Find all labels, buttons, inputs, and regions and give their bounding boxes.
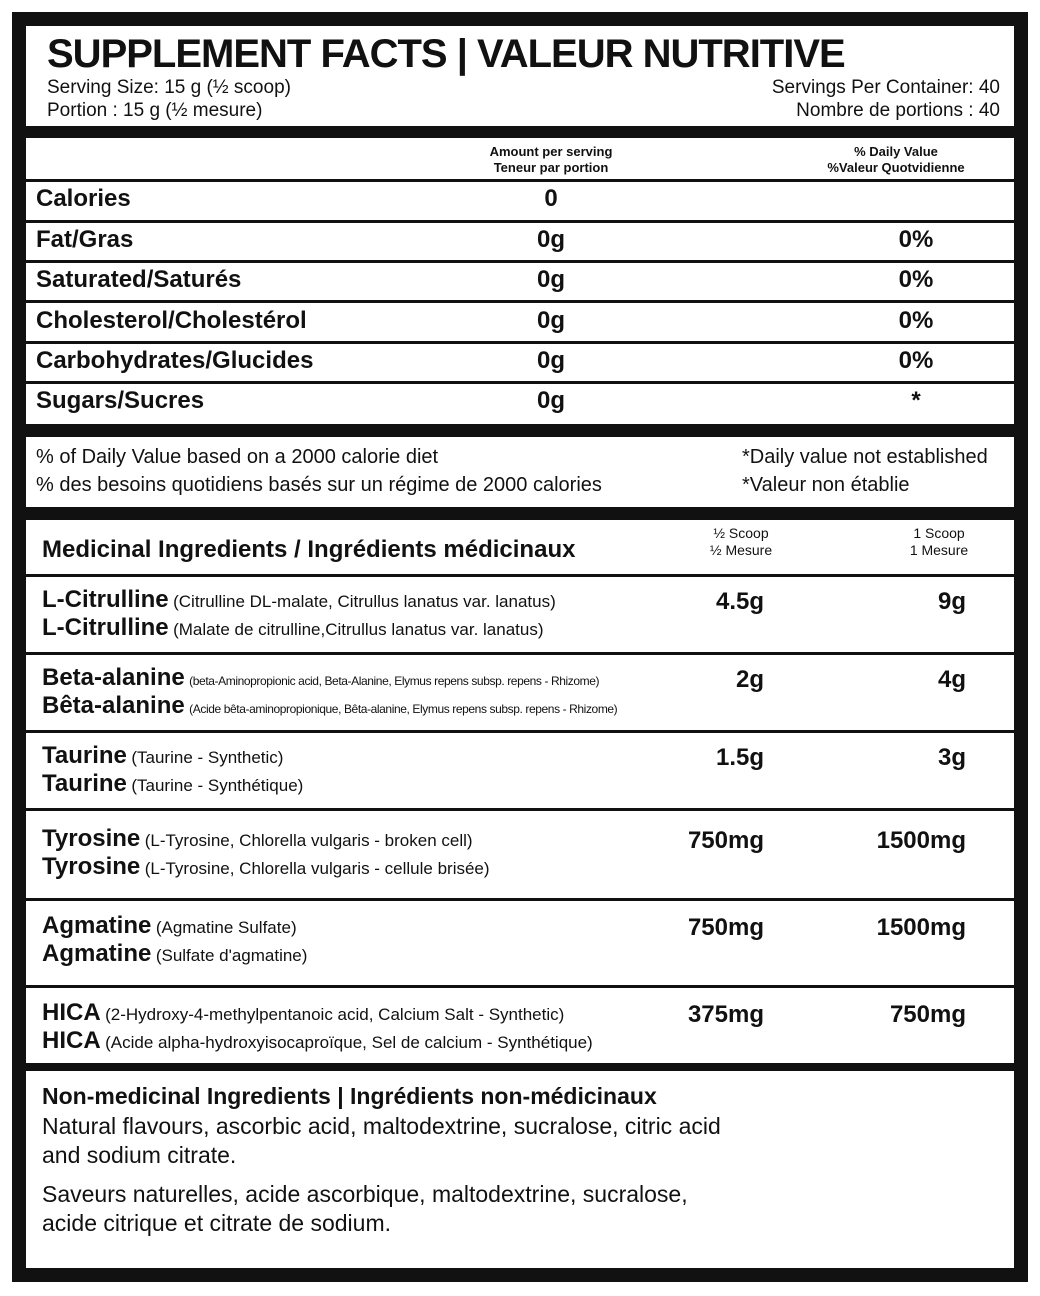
half-scoop-en: ½ Scoop — [713, 525, 769, 541]
ingredient-name: Tyrosine — [42, 825, 141, 852]
nutrient-name: Saturated/Saturés — [36, 266, 242, 293]
full-scoop-amount: 750mg — [889, 1001, 966, 1028]
ingredient-name: Agmatine — [42, 912, 152, 939]
half-scoop-amount: 375mg — [687, 1001, 764, 1028]
ingredient-detail: (Malate de citrulline,Citrullus lanatus var. lanatus) — [173, 620, 544, 639]
ingredient-fr — [42, 940, 307, 968]
ingredient-detail: (L-Tyrosine, Chlorella vulgaris - broken cell) — [144, 831, 473, 850]
ingredient-detail: (beta-Aminopropionic acid, Beta-Alanine, Elymus repens subsp. repens - Rhizome) — [189, 674, 600, 688]
half-scoop-fr: ½ Mesure — [709, 542, 773, 558]
ingredient-detail: (Citrulline DL-malate, Citrullus lanatus var. lanatus) — [173, 592, 556, 611]
non-medicinal-fr-line2: acide citrique et citrate de sodium. — [42, 1210, 392, 1236]
divider — [26, 341, 1014, 344]
not-established-en: *Daily value not established — [742, 446, 988, 468]
nutrient-amount: 0 — [544, 185, 558, 212]
divider — [26, 730, 1014, 733]
ingredient-name: Taurine — [42, 770, 127, 797]
ingredient-name: HICA — [42, 1027, 101, 1054]
ingredient-fr — [42, 770, 303, 798]
nutrient-amount: 0g — [536, 307, 565, 334]
non-medicinal-en-line1: Natural flavours, ascorbic acid, maltodextrine, sucralose, citric acid — [42, 1113, 721, 1139]
divider — [26, 179, 1014, 182]
ingredient-detail: (2-Hydroxy-4-methylpentanoic acid, Calcium Salt - Synthetic) — [105, 1005, 565, 1024]
full-scoop-amount: 4g — [937, 666, 966, 693]
ingredient-name: Bêta-alanine — [42, 692, 185, 719]
ingredient-detail: (Agmatine Sulfate) — [155, 918, 297, 937]
nutrient-name: Carbohydrates/Glucides — [36, 347, 314, 374]
ingredient-detail: (Taurine - Synthetic) — [131, 748, 284, 767]
half-scoop-amount: 1.5g — [715, 744, 764, 771]
ingredient-name: Beta-alanine — [42, 664, 185, 691]
divider — [26, 220, 1014, 223]
nutrient-dv: 0% — [898, 266, 934, 293]
divider — [26, 381, 1014, 384]
ingredient-name: L-Citrulline — [42, 586, 169, 613]
ingredient-name: HICA — [42, 999, 101, 1026]
nombre-portions: Nombre de portions : 40 — [796, 100, 1000, 121]
non-medicinal-fr-line1: Saveurs naturelles, acide ascorbique, maltodextrine, sucralose, — [42, 1181, 688, 1207]
amount-per-serving-header — [466, 144, 636, 176]
half-scoop-header — [686, 525, 796, 559]
ingredient-fr — [42, 853, 490, 881]
half-scoop-amount: 2g — [735, 666, 764, 693]
amount-header-fr: Teneur par portion — [493, 160, 609, 175]
full-scoop-amount: 3g — [937, 744, 966, 771]
full-scoop-amount: 1500mg — [876, 827, 966, 854]
nutrient-amount: 0g — [536, 226, 565, 253]
ingredient-detail: (Acide bêta-aminopropionique, Bêta-alanine, Elymus repens subsp. repens - Rhizome) — [189, 702, 618, 716]
label-title: SUPPLEMENT FACTS | VALEUR NUTRITIVE — [47, 32, 845, 76]
amount-header-en: Amount per serving — [489, 144, 613, 159]
ingredient-detail: (L-Tyrosine, Chlorella vulgaris - cellule brisée) — [144, 859, 490, 878]
medicinal-ingredients-panel — [26, 520, 1014, 1063]
ingredient-detail: (Acide alpha-hydroxyisocaproïque, Sel de calcium - Synthétique) — [105, 1033, 593, 1052]
half-scoop-amount: 4.5g — [715, 588, 764, 615]
daily-value-header — [816, 144, 976, 176]
ingredient-fr — [42, 1027, 593, 1055]
non-medicinal-title: Non-medicinal Ingredients | Ingrédients non-médicinaux — [42, 1083, 657, 1109]
ingredient-name: Taurine — [42, 742, 127, 769]
nutrient-name: Cholesterol/Cholestérol — [36, 307, 307, 334]
half-scoop-amount: 750mg — [687, 827, 764, 854]
nutrient-dv: 0% — [898, 307, 934, 334]
full-scoop-amount: 9g — [937, 588, 966, 615]
header-panel — [26, 26, 1014, 126]
divider — [26, 652, 1014, 655]
nutrient-amount: 0g — [536, 266, 565, 293]
nutrient-dv: * — [911, 387, 921, 414]
full-scoop-en: 1 Scoop — [913, 525, 965, 541]
half-scoop-amount: 750mg — [687, 914, 764, 941]
nutrition-panel — [26, 138, 1014, 424]
divider — [26, 985, 1014, 988]
ingredient-en — [42, 586, 556, 614]
ingredient-en — [42, 999, 564, 1027]
ingredient-en — [42, 912, 297, 940]
portion: Portion : 15 g (½ mesure) — [47, 100, 263, 121]
ingredient-detail: (Taurine - Synthétique) — [131, 776, 304, 795]
ingredient-name: Agmatine — [42, 940, 152, 967]
divider — [26, 300, 1014, 303]
divider — [26, 260, 1014, 263]
nutrient-amount: 0g — [536, 347, 565, 374]
nutrient-amount: 0g — [536, 387, 565, 414]
non-medicinal-ingredients-panel — [26, 1071, 1014, 1268]
nutrient-name: Calories — [36, 185, 131, 212]
ingredient-en — [42, 825, 473, 853]
serving-size: Serving Size: 15 g (½ scoop) — [47, 77, 291, 98]
nutrient-dv: 0% — [898, 226, 934, 253]
servings-per-container: Servings Per Container: 40 — [771, 77, 1000, 98]
ingredient-name: L-Citrulline — [42, 614, 169, 641]
non-medicinal-en-line2: and sodium citrate. — [42, 1142, 237, 1168]
ingredient-detail: (Sulfate d'agmatine) — [155, 946, 308, 965]
nutrient-dv: 0% — [898, 347, 934, 374]
ingredient-name: Tyrosine — [42, 853, 141, 880]
daily-value-notes — [26, 437, 1014, 507]
ingredient-fr — [42, 614, 544, 642]
dv-note-en: % of Daily Value based on a 2000 calorie diet — [36, 446, 439, 468]
ingredient-fr — [42, 692, 617, 720]
dv-header-fr: %Valeur Quotvidienne — [827, 160, 965, 175]
divider — [26, 898, 1014, 901]
dv-note-fr: % des besoins quotidiens basés sur un régime de 2000 calories — [36, 474, 602, 496]
full-scoop-fr: 1 Mesure — [909, 542, 969, 558]
ingredient-en — [42, 742, 283, 770]
ingredient-en — [42, 664, 599, 692]
full-scoop-header — [884, 525, 994, 559]
divider — [26, 574, 1014, 577]
medicinal-title: Medicinal Ingredients / Ingrédients médicinaux — [42, 536, 576, 563]
supplement-facts-label — [12, 12, 1028, 1282]
nutrient-name: Sugars/Sucres — [36, 387, 205, 414]
not-established-fr: *Valeur non établie — [742, 474, 910, 496]
divider — [26, 808, 1014, 811]
dv-header-en: % Daily Value — [854, 144, 938, 159]
nutrient-name: Fat/Gras — [36, 226, 134, 253]
full-scoop-amount: 1500mg — [876, 914, 966, 941]
